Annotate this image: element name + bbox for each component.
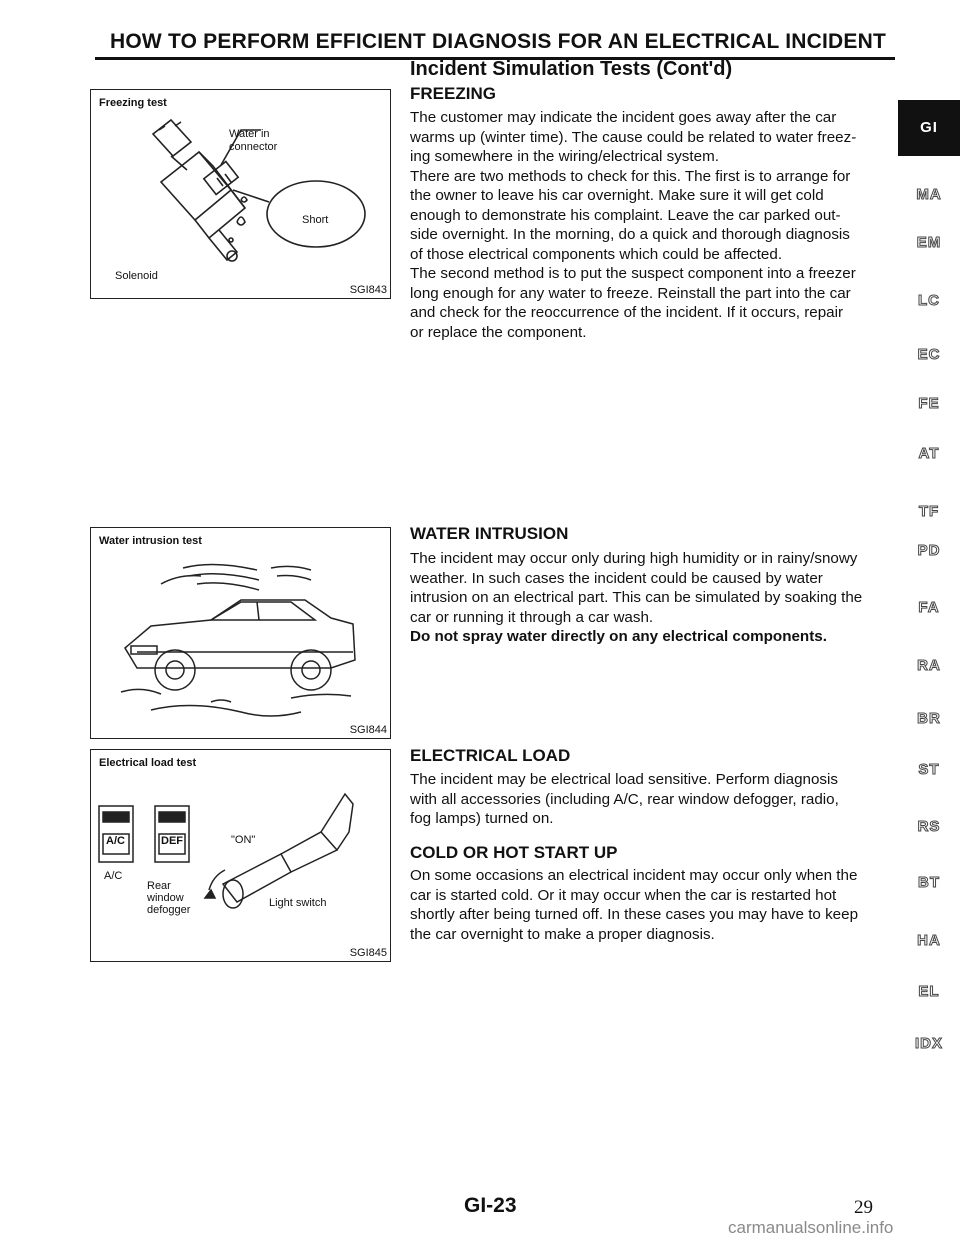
water-intrusion-heading: WATER INTRUSION bbox=[410, 524, 569, 543]
defogger-caption: defogger bbox=[147, 904, 191, 916]
electrical-figure-code: SGI845 bbox=[349, 947, 387, 959]
watermark: carmanualsonline.info bbox=[728, 1218, 894, 1237]
water-intrusion-body-line: The incident may occur only during high humidity or in rainy/snowy bbox=[410, 550, 858, 567]
water-figure-code: SGI844 bbox=[349, 724, 387, 736]
cold-hot-start-body bbox=[410, 866, 896, 944]
section-tab-pd[interactable]: PD bbox=[917, 542, 941, 559]
water-intrusion-warning: Do not spray water directly on any electrical components. bbox=[410, 628, 827, 645]
water-intrusion-body bbox=[410, 549, 896, 627]
section-tab-gi[interactable]: GI bbox=[898, 100, 960, 156]
freezing-body-line: There are two methods to check for this. The first is to arrange for bbox=[410, 167, 851, 185]
connector-label: connector bbox=[229, 141, 278, 153]
electrical-load-body-line: The incident may be electrical load sensitive. Perform diagnosis bbox=[410, 771, 838, 788]
water-intrusion-body-line: car or running it through a car wash. bbox=[410, 608, 654, 626]
electrical-load-figure bbox=[90, 749, 391, 962]
water-figure-title: Water intrusion test bbox=[99, 535, 202, 547]
electrical-load-body-line: with all accessories (including A/C, rear window defogger, radio, bbox=[410, 790, 839, 808]
freezing-body-line: of those electrical components which could be affected. bbox=[410, 245, 783, 263]
cold-hot-start-body-line: shortly after being turned off. In these cases you may have to keep bbox=[410, 906, 859, 923]
freezing-body-line: and check for the reoccurrence of the incident. If it occurs, repair bbox=[410, 304, 844, 321]
freezing-body-line: ing somewhere in the wiring/electrical system. bbox=[410, 148, 719, 165]
freezing-body-line: the owner to leave his car overnight. Make sure it will get cold bbox=[410, 187, 824, 204]
freezing-figure-title: Freezing test bbox=[99, 97, 167, 109]
freezing-body-line: side overnight. In the morning, do a quick and thorough diagnosis bbox=[410, 226, 850, 243]
section-tab-em[interactable]: EM bbox=[916, 234, 942, 251]
freezing-body-line: or replace the component. bbox=[410, 323, 587, 341]
cold-hot-start-body-line: On some occasions an electrical incident may occur only when the bbox=[410, 867, 858, 884]
section-title: Incident Simulation Tests (Cont'd) bbox=[410, 58, 733, 80]
car-spray-illustration bbox=[91, 528, 390, 738]
freezing-body-line: enough to demonstrate his complaint. Leave the car parked out- bbox=[410, 206, 841, 224]
solenoid-illustration bbox=[91, 90, 390, 298]
section-tab-at[interactable]: AT bbox=[918, 445, 940, 462]
freezing-figure-code: SGI843 bbox=[349, 284, 387, 296]
section-tab-st[interactable]: ST bbox=[918, 761, 940, 778]
page-header-title: HOW TO PERFORM EFFICIENT DIAGNOSIS FOR AN ELECTRICAL INCIDENT bbox=[110, 30, 886, 53]
section-tab-fe[interactable]: FE bbox=[918, 395, 940, 412]
window-caption: window bbox=[147, 892, 184, 904]
freezing-body-line: The customer may indicate the incident goes away after the car bbox=[410, 109, 837, 126]
electrical-load-body bbox=[410, 770, 896, 829]
page-number: 29 bbox=[854, 1197, 873, 1218]
cold-hot-start-heading: COLD OR HOT START UP bbox=[410, 843, 618, 862]
section-tab-lc[interactable]: LC bbox=[918, 292, 940, 309]
section-tab-el[interactable]: EL bbox=[918, 983, 940, 1000]
section-tab-ma[interactable]: MA bbox=[916, 186, 942, 203]
electrical-figure-title: Electrical load test bbox=[99, 757, 197, 769]
freezing-body-line: The second method is to put the suspect component into a freezer bbox=[410, 265, 856, 282]
section-tab-ha[interactable]: HA bbox=[917, 932, 941, 949]
switches-illustration bbox=[91, 750, 390, 961]
freezing-body bbox=[410, 108, 896, 342]
page-code: GI-23 bbox=[464, 1194, 517, 1217]
cold-hot-start-body-line: the car overnight to make a proper diagnosis. bbox=[410, 925, 715, 943]
section-tab-tf[interactable]: TF bbox=[918, 503, 940, 520]
solenoid-label: Solenoid bbox=[115, 270, 158, 282]
cold-hot-start-body-line: car is started cold. Or it may occur when the car is restarted hot bbox=[410, 886, 837, 904]
def-button-label: DEF bbox=[161, 835, 183, 847]
section-tab-idx[interactable]: IDX bbox=[914, 1035, 943, 1052]
rear-caption: Rear bbox=[147, 880, 171, 892]
section-tab-rs[interactable]: RS bbox=[917, 818, 941, 835]
section-tab-br[interactable]: BR bbox=[917, 710, 941, 727]
section-tab-ra[interactable]: RA bbox=[917, 657, 941, 674]
on-caption: "ON" bbox=[231, 834, 256, 846]
section-tab-ec[interactable]: EC bbox=[917, 346, 941, 363]
freezing-heading: FREEZING bbox=[410, 84, 496, 103]
ac-button-label: A/C bbox=[106, 835, 125, 847]
ac-caption: A/C bbox=[104, 870, 123, 882]
section-tab-fa[interactable]: FA bbox=[918, 599, 940, 616]
freezing-body-line: long enough for any water to freeze. Reinstall the part into the car bbox=[410, 284, 851, 302]
water-in-label: Water in bbox=[229, 128, 270, 140]
light-switch-caption: Light switch bbox=[269, 897, 327, 909]
section-tab-bt[interactable]: BT bbox=[918, 874, 940, 891]
water-intrusion-figure bbox=[90, 527, 391, 739]
electrical-load-heading: ELECTRICAL LOAD bbox=[410, 746, 571, 765]
freezing-test-figure bbox=[90, 89, 391, 299]
water-intrusion-body-line: weather. In such cases the incident could be caused by water bbox=[410, 569, 823, 587]
short-label: Short bbox=[302, 214, 329, 226]
freezing-body-line: warms up (winter time). The cause could be related to water freez- bbox=[410, 128, 857, 146]
electrical-load-body-line: fog lamps) turned on. bbox=[410, 810, 554, 827]
water-intrusion-body-line: intrusion on an electrical part. This can be simulated by soaking the bbox=[410, 589, 863, 606]
